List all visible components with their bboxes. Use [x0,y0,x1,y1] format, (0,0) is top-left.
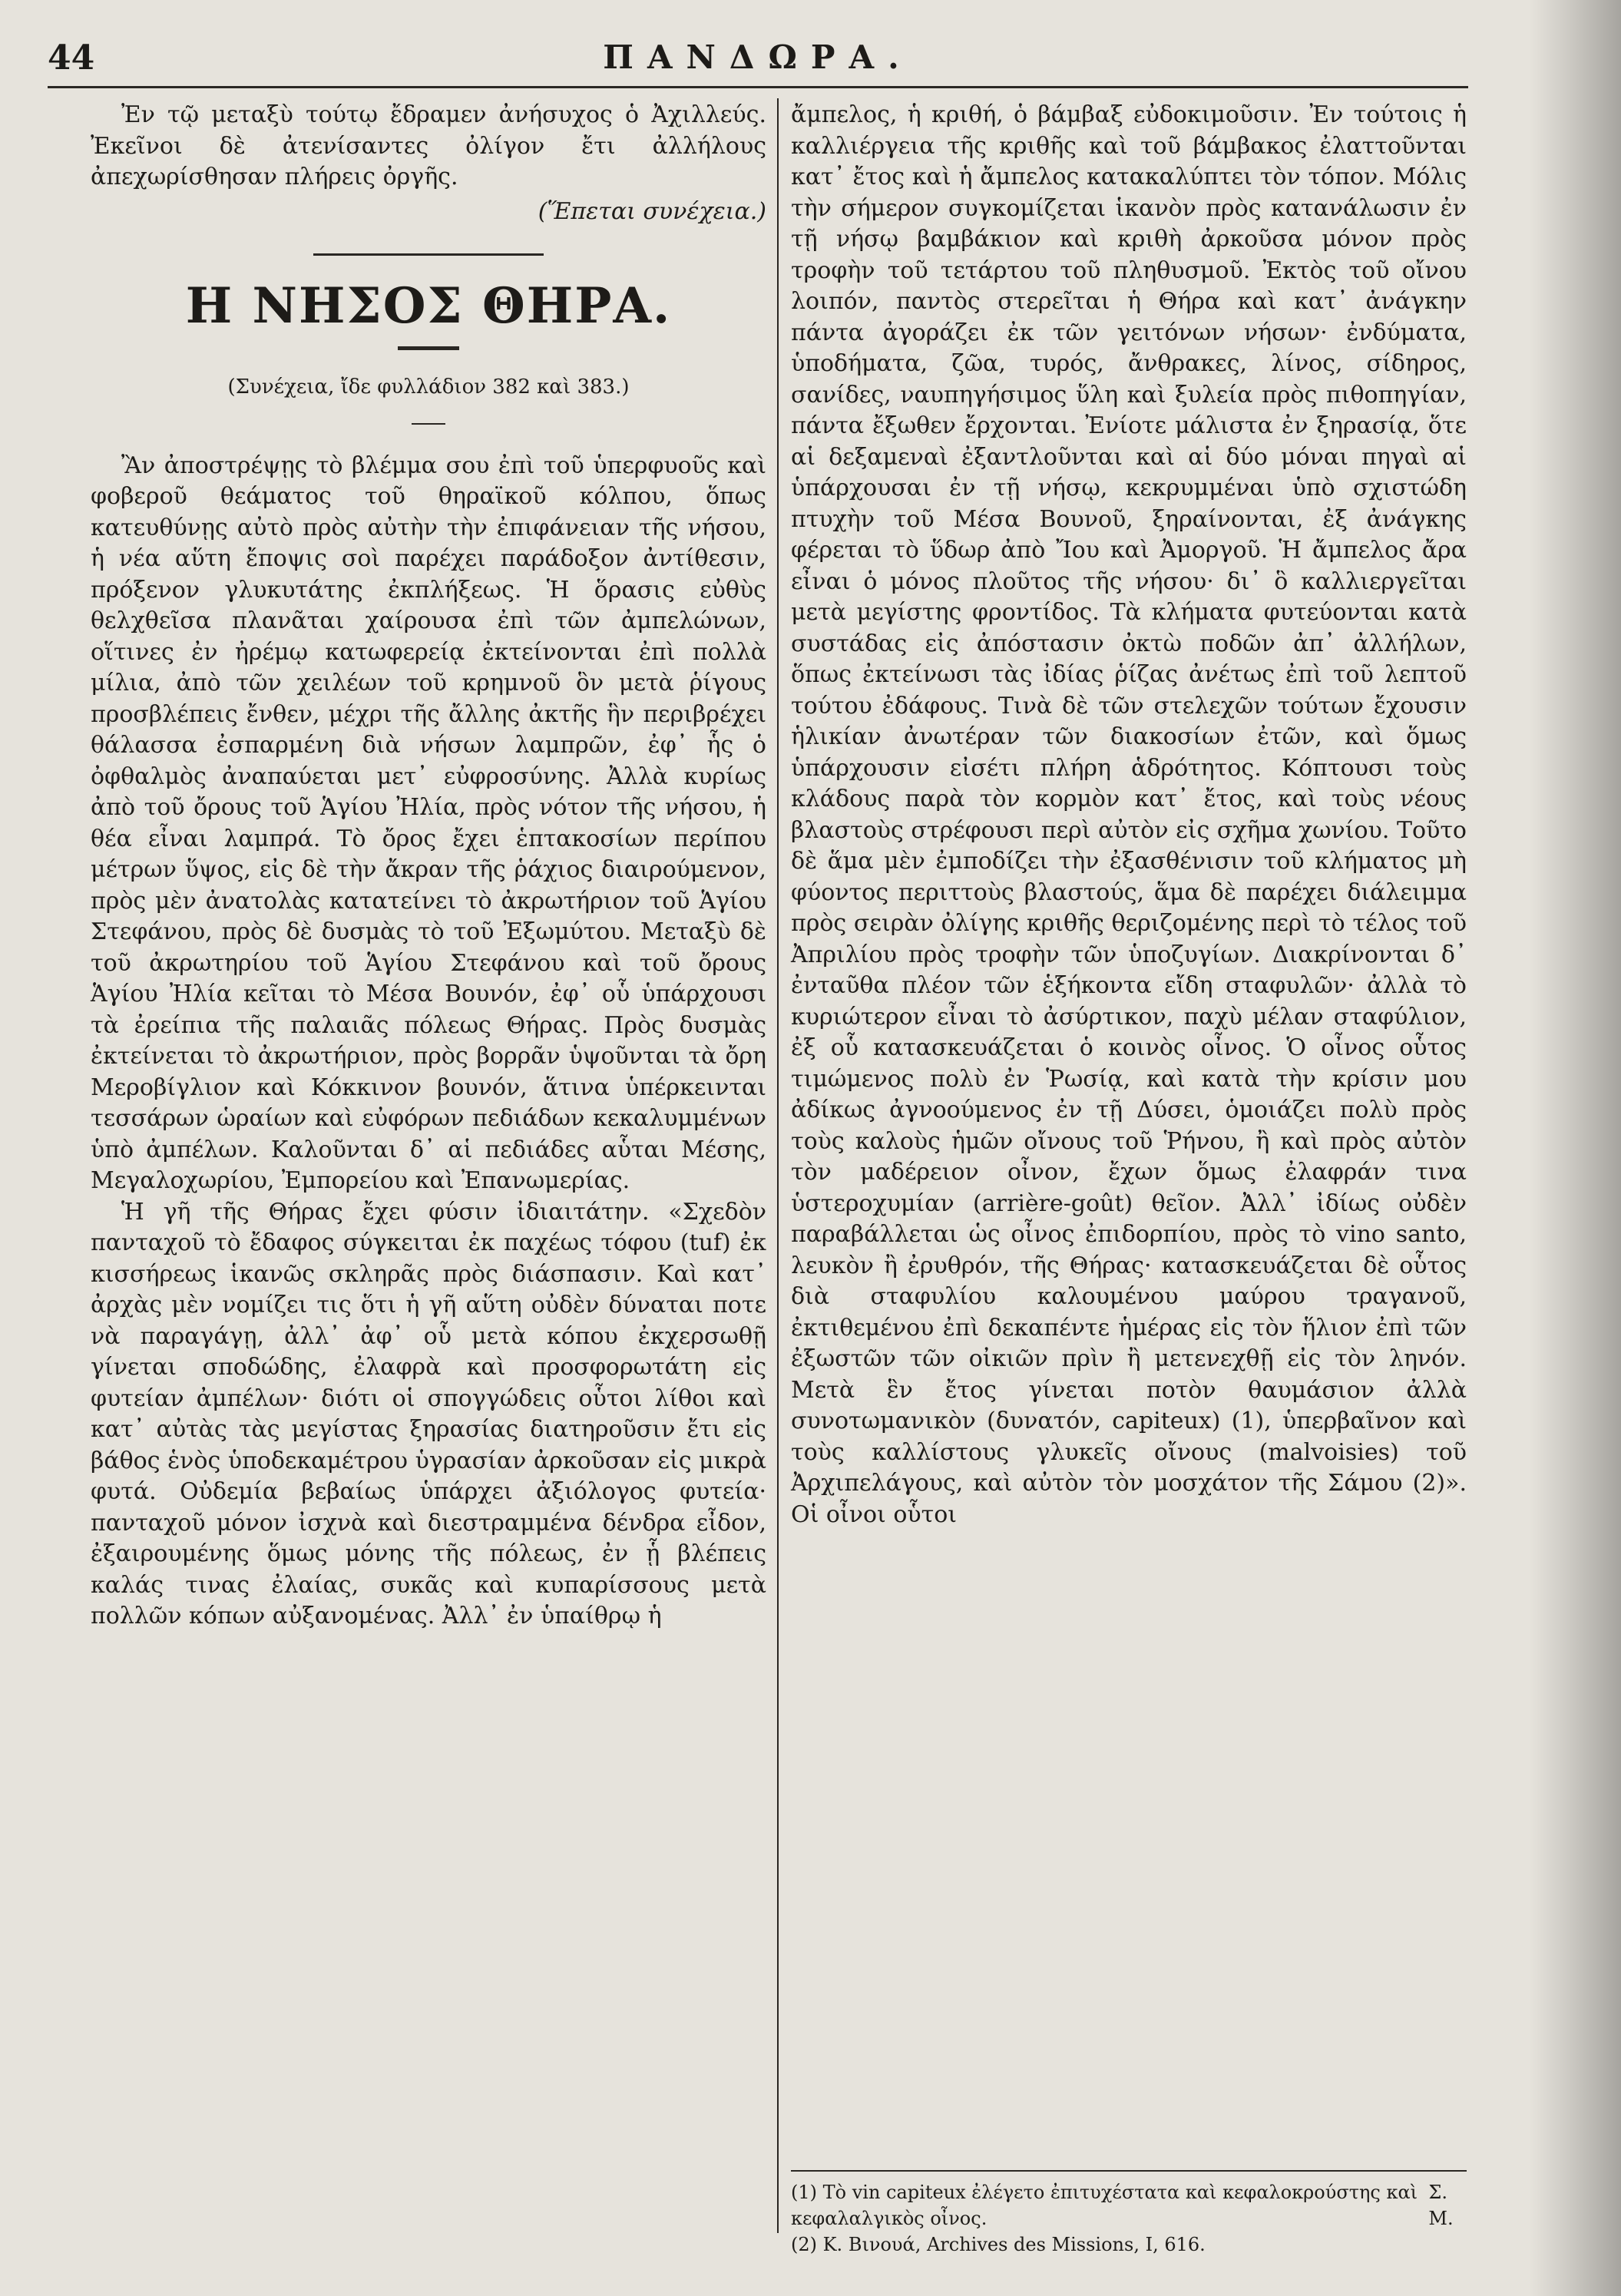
footnote-1-text: (1) Τὸ vin capiteux ἐλέγετο ἐπιτυχέστατα καὶ κεφαλοκρούστης καὶ κεφαλαλγικὸς οἶνος. [791,2182,1418,2229]
body-paragraph: ἄμπελος, ἡ κριθή, ὁ βάμβαξ εὐδοκιμοῦσιν. Ἐν τούτοις ἡ καλλιέργεια τῆς κριθῆς καὶ τοῦ βάμβακος ἐλαττοῦνται κατ᾽ ἔτος καὶ ἡ ἄμπελος κατακαλύπτει τὸν τόπον. Μόλις τὴν σήμερον συγκομίζεται ἱκανὸν πρὸς κατανάλωσιν ἐν τῇ νήσῳ βαμβάκιον καὶ κριθὴ ἀρκοῦσα μόνον πρὸς τροφὴν τοῦ τετάρτου τοῦ πληθυσμοῦ. Ἐκτὸς τοῦ οἴνου λοιπόν, παντὸς στερεῖται ἡ Θήρα καὶ κατ᾽ ἀνάγκην πάντα ἀγοράζει ἐκ τῶν γειτόνων νήσων· ἐνδύματα, ὑποδήματα, ζῶα, τυρός, ἄνθρακες, λίνος, σίδηρος, σανίδες, ναυπηγήσιμος ὕλη καὶ ξυλεία πρὸς πιθοπηγίαν, πάντα ἔξωθεν ἔρχονται. Ἐνίοτε μάλιστα ἐν ξηρασίᾳ, ὅτε αἱ δεξαμεναὶ ἐξαντλοῦνται καὶ αἱ δύο μόναι πηγαὶ αἱ ὑπάρχουσαι ἐν τῇ νήσῳ, κεκρυμμέναι ὑπὸ σχιστώδη πτυχὴν τοῦ Μέσα Βουνοῦ, ξηραίνονται, ἐξ ἀνάγκης φέρεται τὸ ὕδωρ ἀπὸ Ἴου καὶ Ἀμοργοῦ. Ἡ ἄμπελος ἄρα εἶναι ὁ μόνος πλοῦτος τῆς νήσου· δι᾽ ὃ καλλιεργεῖται μετὰ μεγίστης φροντίδος. Τὰ κλήματα φυτεύονται κατὰ συστάδας εἰς ἀπόστασιν ὀκτὼ ποδῶν ἀπ᾽ ἀλλήλων, ὅπως ἐκτείνωσι τὰς ἰδίας ῥίζας ἀνέτως ἐπὶ τοῦ λεπτοῦ τούτου ἐδάφους. Τινὰ δὲ τῶν στελεχῶν τούτων ἔχουσιν ἡλικίαν ἀνωτέραν τῶν διακοσίων ἐτῶν, καὶ ὅμως ὑπάρχουσιν εἰσέτι πλήρη ἁδρότητος. Κόπτουσι τοὺς κλάδους παρὰ τὸν κορμὸν κατ᾽ ἔτος, καὶ τοὺς νέους βλαστοὺς στρέφουσι περὶ αὐτὸν εἰς σχῆμα χωνίου. Τοῦτο δὲ ἅμα μὲν ἐμποδίζει τὴν ἐξασθένισιν τοῦ κλήματος μὴ φύοντος περιττοὺς βλαστούς, ἅμα δὲ παρέχει διάλειμμα πρὸς σειρὰν ὀλίγης κριθῆς θεριζομένης περὶ τὸ τέλος τοῦ Ἀπριλίου πρὸς τροφὴν τῶν ὑποζυγίων. Διακρίνονται δ᾽ ἐνταῦθα πλέον τῶν ἑξήκοντα εἴδη σταφυλῶν· ἀλλὰ τὸ κυριώτερον εἶναι τὸ ἀσύρτικον, παχὺ μέλαν σταφύλιον, ἐξ οὗ κατασκευάζεται ὁ κοινὸς οἶνος. Ὁ οἶνος οὗτος τιμώμενος πολὺ ἐν Ῥωσίᾳ, καὶ κατὰ τὴν κρίσιν μου ἀδίκως ἀγνοούμενος ἐν τῇ Δύσει, ὁμοιάζει πολὺ πρὸς τοὺς καλοὺς ἡμῶν οἴνους τοῦ Ῥήνου, ἢ καὶ πρὸς αὐτὸν τὸν μαδέρειον οἶνον, ἔχων ὅμως ἐλαφράν τινα ὑστεροχυμίαν (arrière-goût) θεῖον. Ἀλλ᾽ ἰδίως οὐδὲν παραβάλλεται ὡς οἶνος ἐπιδορπίου, πρὸς τὸ vino santo, λευκὸν ἢ ἐρυθρόν, τῆς Θήρας· κατασκευάζεται δὲ οὗτος διὰ σταφυλίου καλουμένου μαύρου τραγανοῦ, ἐκτιθεμένου ἐπὶ δεκαπέντε ἡμέρας εἰς τὸν ἥλιον ἐπὶ τῶν ἐξωστῶν τῶν οἰκιῶν πρὶν ἢ μετενεχθῇ εἰς τὸν ληνόν. Μετὰ ἓν ἔτος γίνεται ποτὸν θαυμάσιον ἀλλὰ συνοτωμανικὸν (δυνατόν, capiteux) (1), ὑπερβαῖνον καὶ τοὺς καλλίστους γλυκεῖς οἴνους (malvoisies) τοῦ Ἀρχιπελάγους, καὶ αὐτὸν τὸν μοσχάτον τῆς Σάμου (2)». Οἱ οἶνοι οὗτοι [791,101,1467,1528]
section-separator [313,253,544,256]
section-title: Η ΝΗΣΟΣ ΘΗΡΑ. [185,277,672,335]
left-column [91,100,766,1633]
right-column [791,100,1467,1530]
title-ornament-rule [398,346,459,350]
footnote-1 [791,2179,1467,2231]
column-divider [777,98,779,2233]
page-number: 44 [48,38,95,78]
footnote-1-initials: Σ. Μ. [1428,2182,1454,2229]
footnotes [791,2170,1467,2258]
footnote-2: (2) Κ. Βινουά, Archives des Missions, I, 616. [791,2234,1206,2255]
body-paragraph: Ἡ γῆ τῆς Θήρας ἔχει φύσιν ἰδιαιτάτην. «Σχεδὸν πανταχοῦ τὸ ἔδαφος σύγκειται ἐκ παχέως τόφου (tuf) ἐκ κισσήρεως ἱκανῶς σκληρᾶς πρὸς διάσπασιν. Καὶ κατ᾽ ἀρχὰς μὲν νομίζει τις ὅτι ἡ γῆ αὕτη οὐδὲν δύναται ποτε νὰ παραγάγῃ, ἀλλ᾽ ἀφ᾽ οὗ μετὰ κόπου ἐκχερσωθῇ γίνεται σποδώδης, ἐλαφρὰ καὶ προσφορωτάτη εἰς φυτείαν ἀμπέλων· διότι οἱ σπογγώδεις οὗτοι λίθοι καὶ κατ᾽ αὐτὰς τὰς μεγίστας ξηρασίας διατηροῦσιν ἔτι εἰς βάθος ἑνὸς ὑποδεκαμέτρου ὑγρασίαν ἀρκοῦσαν εἰς μικρὰ φυτά. Οὐδεμία βεβαίως ὑπάρχει ἀξιόλογος φυτεία· πανταχοῦ μόνον ἰσχνὰ καὶ διεστραμμένα δένδρα εἶδον, ἐξαιρουμένης ὅμως μόνης τῆς πόλεως, ἐν ᾗ βλέπεις καλάς τινας ἐλαίας, συκᾶς καὶ κυπαρίσσους μετὰ πολλῶν κόπων αὐξανομένας. Ἀλλ᾽ ἐν ὑπαίθρῳ ἡ [91,1198,766,1629]
section-subtitle: (Συνέχεια, ἴδε φυλλάδιον 382 καὶ 383.) [227,375,630,399]
running-title: ΠΑΝΔΩΡΑ. [603,38,913,76]
header-rule [48,86,1468,88]
binding-shadow [1529,0,1621,2296]
subtitle-dash [412,423,445,425]
continued-note: (Ἕπεται συνέχεια.) [538,197,766,225]
body-paragraph: Ἂν ἀποστρέψῃς τὸ βλέμμα σου ἐπὶ τοῦ ὑπερφυοῦς καὶ φοβεροῦ θεάματος τοῦ θηραϊκοῦ κόλπου, ὅπως κατευθύνῃς αὐτὸ πρὸς αὐτὴν τὴν ἐπιφάνειαν τῆς νήσου, ἡ νέα αὕτη ἔποψις σοὶ παρέχει παράδοξον ἀντίθεσιν, πρόξενον γλυκυτάτης ἐκπλήξεως. Ἡ ὅρασις εὐθὺς θελχθεῖσα πλανᾶται χαίρουσα ἐπὶ τῶν ἀμπελώνων, οἵτινες ἐν ἠρέμῳ κατωφερείᾳ ἐκτείνονται ἐπὶ πολλὰ μίλια, ἀπὸ τῶν χειλέων τοῦ κρημνοῦ ὃν μετὰ ῥίγους προσβλέπεις ἔνθεν, μέχρι τῆς ἄλλης ἀκτῆς ἣν περιβρέχει θάλασσα ἐσπαρμένη διὰ νήσων λαμπρῶν, ἐφ᾽ ἧς ὁ ὀφθαλμὸς ἀναπαύεται μετ᾽ εὐφροσύνης. Ἀλλὰ κυρίως ἀπὸ τοῦ ὄρους τοῦ Ἁγίου Ἠλία, πρὸς νότον τῆς νήσου, ἡ θέα εἶναι λαμπρά. Τὸ ὄρος ἔχει ἑπτακοσίων περίπου μέτρων ὕψος, εἰς δὲ τὴν ἄκραν τῆς ῥάχιος διαιρούμενον, πρὸς μὲν ἀνατολὰς κατατείνει τὸ ἀκρωτήριον τοῦ Ἁγίου Στεφάνου, πρὸς δὲ δυσμὰς τὸ τοῦ Ἐξωμύτου. Μεταξὺ δὲ τοῦ ἀκρωτηρίου τοῦ Ἁγίου Στεφάνου καὶ τοῦ ὄρους Ἁγίου Ἠλία κεῖται τὸ Μέσα Βουνόν, ἐφ᾽ οὗ ὑπάρχουσι τὰ ἐρείπια τῆς παλαιᾶς πόλεως Θήρας. Πρὸς δυσμὰς ἐκτείνεται τὸ ἀκρωτήριον, πρὸς βορρᾶν ὑψοῦνται τὰ ὄρη Μεροβίγλιον καὶ Κόκκινον βουνόν, ἅτινα ὑπέρκεινται τεσσάρων ὡραίων καὶ εὐφόρων πεδιάδων κεκαλυμμένων ὑπὸ ἀμπέλων. Καλοῦνται δ᾽ αἱ πεδιάδες αὗται Μέσης, Μεγαλοχωρίου, Ἐμπορείου καὶ Ἐπανωμερίας. [91,452,766,1194]
intro-paragraph: Ἐν τῷ μεταξὺ τούτῳ ἔδραμεν ἀνήσυχος ὁ Ἀχιλλεύς. Ἐκεῖνοι δὲ ἀτενίσαντες ὀλίγον ἔτι ἀλλήλους ἀπεχωρίσθησαν πλήρεις ὀργῆς. [91,101,766,190]
page-header [48,38,1468,84]
